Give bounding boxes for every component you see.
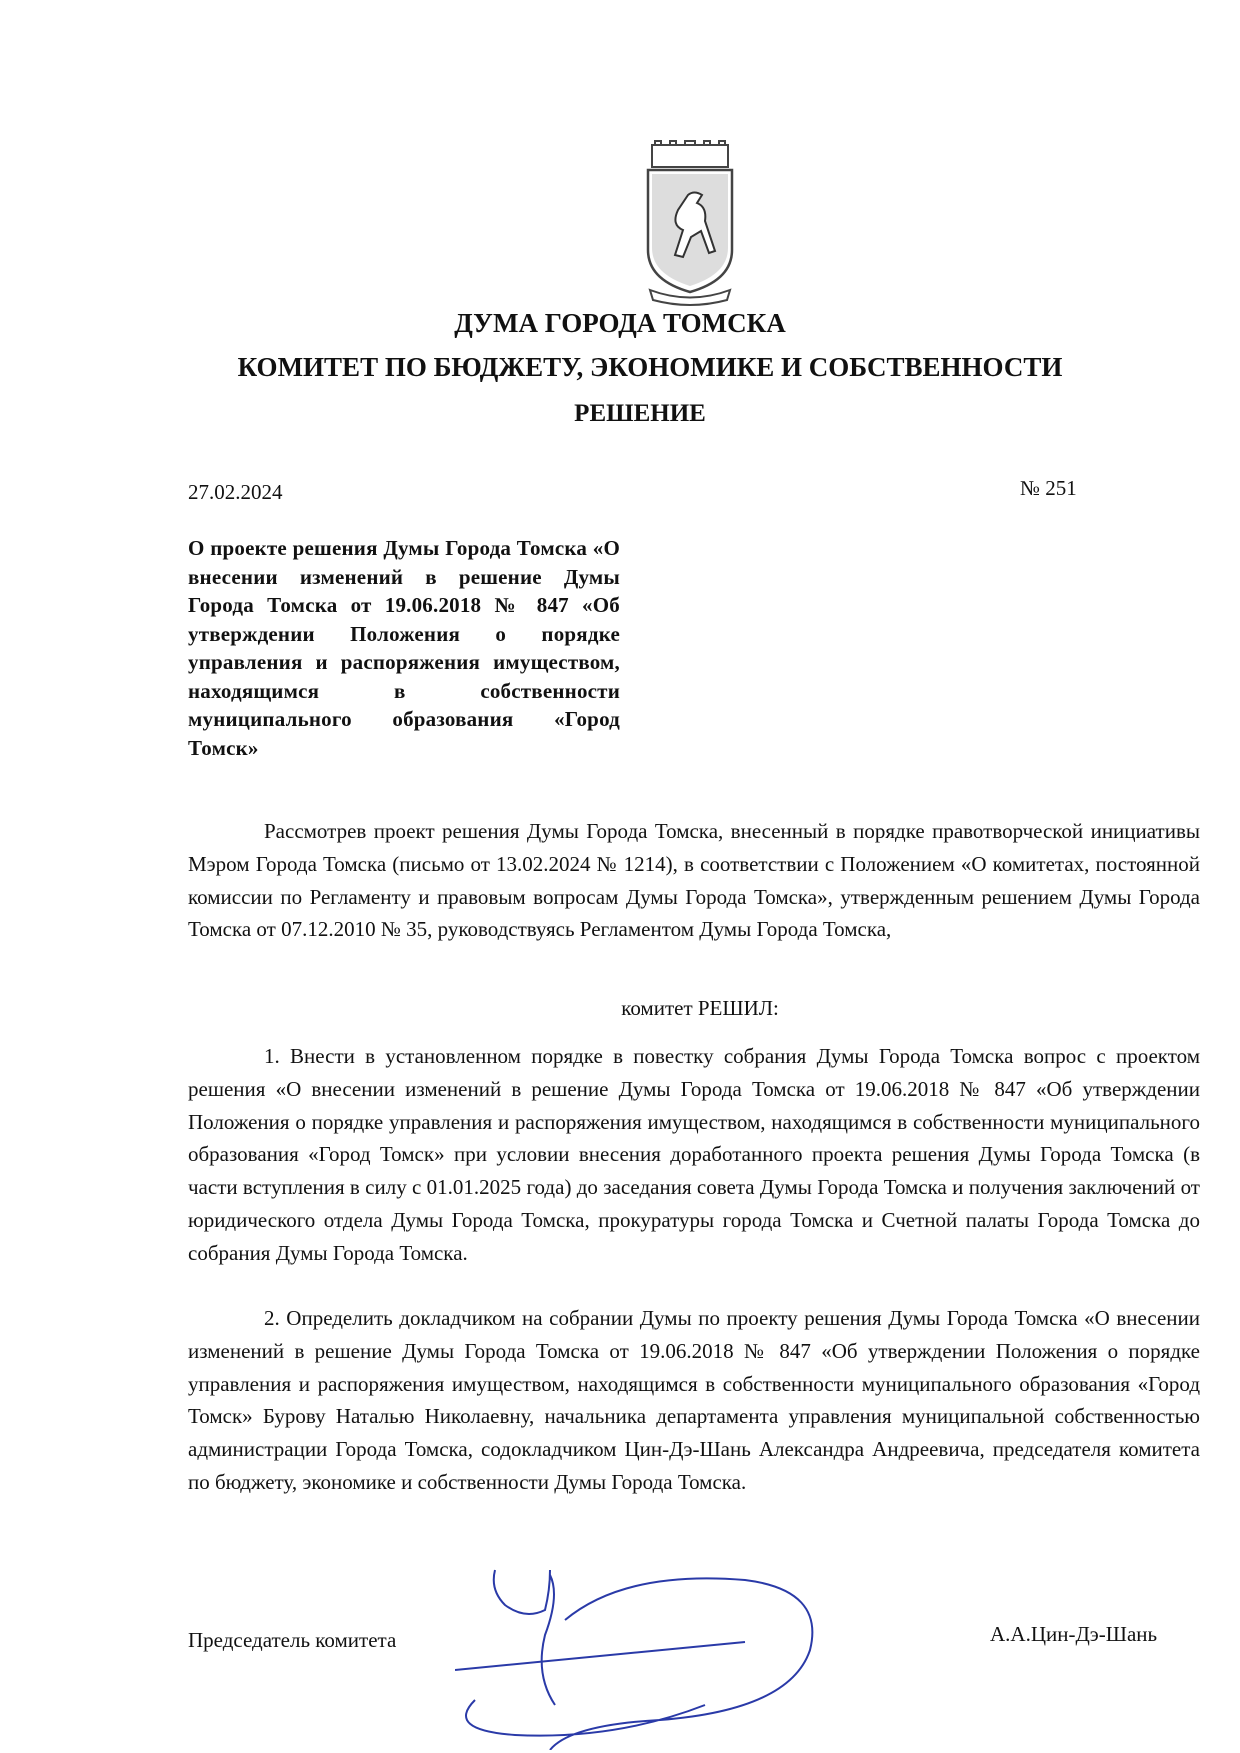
document-type: РЕШЕНИЕ (574, 400, 706, 427)
document-number: № 251 (1020, 476, 1077, 500)
resolution-item-2: 2. Определить докладчиком на собрании Думы по проекту решения Думы Города Томска «О внесении изменений в решение Думы Города Томска от 19.06.2018 № 847 «Об утверждении Положения о порядке управления и распоряжения имуществом, находящимся в собственности муниципального образования «Город Томск» Бурову Наталью Николаевну, начальника департамента управления муниципальной собственностью администрации Города Томска, содокладчиком Цин-Дэ-Шань Александра Андреевича, председателя комитета по бюджету, экономике и собственности Думы Города Томска. (188, 1306, 1200, 1494)
tomsk-coat-of-arms-icon (640, 140, 740, 310)
document-subject: О проекте решения Думы Города Томска «О внесении изменений в решение Думы Города Томска от 19.06.2018 № 847 «Об утверждении Положения о порядке управления и распоряжения имуществом, находящимся в собственности муниципального образования «Город Томск» (188, 536, 620, 760)
resolved-heading: комитет РЕШИЛ: (621, 996, 779, 1020)
handwritten-signature (455, 1560, 925, 1750)
committee-title: КОМИТЕТ ПО БЮДЖЕТУ, ЭКОНОМИКЕ И СОБСТВЕННОСТИ (237, 352, 1063, 382)
signatory-position: Председатель комитета (188, 1628, 397, 1652)
signatory-name: А.А.Цин-Дэ-Шань (990, 1622, 1158, 1646)
preamble-paragraph: Рассмотрев проект решения Думы Города Томска, внесенный в порядке правотворческой инициативы Мэром Города Томска (письмо от 13.02.2024 № 1214), в соответствии с Положением «О комитетах, постоянной комиссии по Регламенту и правовым вопросам Думы Города Томска», утвержденным решением Думы Города Томска от 07.12.2010 № 35, руководствуясь Регламентом Думы Города Томска, (188, 819, 1200, 942)
document-date: 27.02.2024 (188, 480, 283, 504)
resolution-item-1: 1. Внести в установленном порядке в повестку собрания Думы Города Томска вопрос с проектом решения «О внесении изменений в решение Думы Города Томска от 19.06.2018 № 847 «Об утверждении Положения о порядке управления и распоряжения имуществом, находящимся в собственности муниципального образования «Город Томск» при условии внесения доработанного проекта решения Думы Города Томска (в части вступления в силу с 01.01.2025 года) до заседания совета Думы Города Томска и получения заключений от юридического отдела Думы Города Томска, прокуратуры города Томска и Счетной палаты Города Томска до собрания Думы Города Томска. (188, 1044, 1200, 1265)
org-title: ДУМА ГОРОДА ТОМСКА (454, 308, 786, 338)
